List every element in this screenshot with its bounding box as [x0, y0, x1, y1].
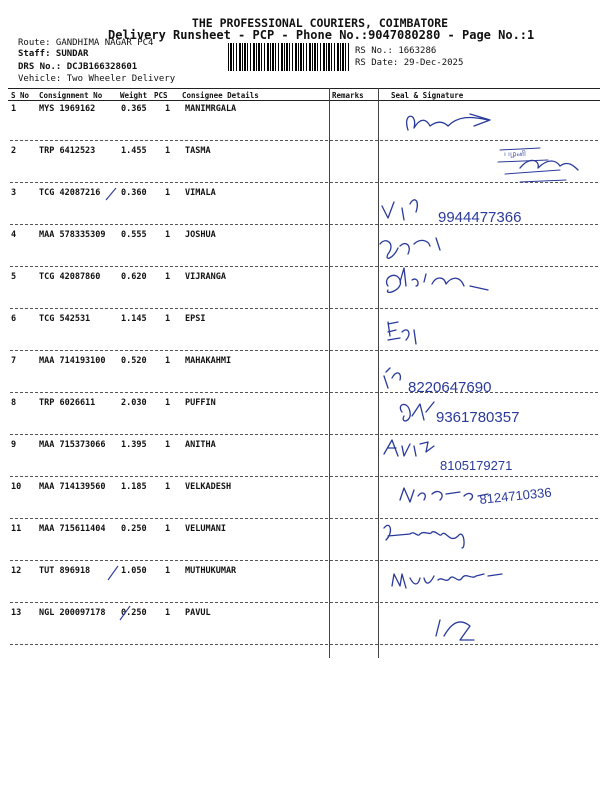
row-consignment-no: TRP 6026611	[39, 398, 96, 408]
row-separator	[10, 644, 598, 645]
phone-row-8: 9361780357	[436, 409, 520, 426]
signature-row-9	[384, 440, 434, 456]
row-separator	[10, 560, 598, 561]
signature-row-12	[392, 574, 502, 588]
row-consignment-no: MAA 715611404	[39, 524, 106, 534]
phone-row-7: 8220647690	[408, 379, 492, 396]
row-consignment-no: TCG 42087860	[39, 272, 101, 282]
phone-row-10: 8124710336	[478, 484, 553, 507]
row-consignee: ANITHA	[185, 440, 216, 450]
row-sno: 3	[11, 188, 17, 198]
row-pcs: 1	[165, 482, 171, 492]
row-weight: 0.620	[121, 272, 147, 282]
col-consignment: Consignment No	[39, 91, 103, 100]
row-sno: 7	[11, 356, 17, 366]
signature-row-4	[380, 238, 440, 258]
phone-row-3: 9944477366	[438, 209, 522, 226]
row-separator	[10, 392, 598, 393]
signature-row-7	[384, 368, 400, 388]
staff-label: Staff: SUNDAR	[18, 49, 89, 59]
row-separator	[10, 434, 598, 435]
row-sno: 4	[11, 230, 17, 240]
row-weight: 2.030	[121, 398, 147, 408]
row-pcs: 1	[165, 314, 171, 324]
col-signature: Seal & Signature	[391, 91, 464, 100]
row-separator	[10, 224, 598, 225]
signature-row-11	[384, 525, 464, 548]
row-consignment-no: MAA 578335309	[39, 230, 106, 240]
row-consignment-no: TCG 542531	[39, 314, 91, 324]
row-sno: 8	[11, 398, 17, 408]
company-title: THE PROFESSIONAL COURIERS, COIMBATORE	[191, 16, 449, 30]
col-sno: S No	[11, 91, 30, 100]
row-weight: 0.250	[121, 524, 147, 534]
row-separator	[10, 350, 598, 351]
row-pcs: 1	[165, 356, 171, 366]
row-weight: 1.395	[121, 440, 147, 450]
row-pcs: 1	[165, 272, 171, 282]
signature-row-10	[400, 488, 488, 502]
row-separator	[10, 602, 598, 603]
row-consignee: MUTHUKUMAR	[185, 566, 237, 576]
runsheet-subtitle: Delivery Runsheet - PCP - Phone No.:9047080280 - Page No.:1	[108, 28, 535, 42]
row-consignment-no: MAA 715373066	[39, 440, 106, 450]
row-separator	[10, 140, 598, 141]
row-weight: 1.050	[121, 566, 147, 576]
row-consignment-no: TCG 42087216	[39, 188, 101, 198]
signature-row-6	[388, 322, 416, 344]
signature-row-1	[407, 114, 490, 130]
signature-row-5	[387, 268, 488, 292]
row-consignee: MANIMRGALA	[185, 104, 237, 114]
table-top-rule	[8, 88, 600, 89]
row-pcs: 1	[165, 524, 171, 534]
row-weight: 1.145	[121, 314, 147, 324]
row-sno: 6	[11, 314, 17, 324]
row-pcs: 1	[165, 398, 171, 408]
row-consignee: VIMALA	[185, 188, 216, 198]
row-separator	[10, 476, 598, 477]
row-consignee: JOSHUA	[185, 230, 216, 240]
signature-row-3	[382, 200, 417, 220]
row-pcs: 1	[165, 608, 171, 618]
row-consignment-no: TRP 6412523	[39, 146, 96, 156]
row-weight: 1.185	[121, 482, 147, 492]
row-consignee: TASMA	[185, 146, 211, 156]
row-weight: 0.555	[121, 230, 147, 240]
row-pcs: 1	[165, 104, 171, 114]
header-bottom-rule	[8, 100, 600, 101]
col-weight: Weight	[120, 91, 148, 100]
remarks-column-rule	[329, 88, 330, 658]
rs-date: RS Date: 29-Dec-2025	[355, 58, 464, 68]
row-sno: 5	[11, 272, 17, 282]
col-remarks: Remarks	[332, 91, 364, 100]
row-consignee: PUFFIN	[185, 398, 216, 408]
row-consignment-no: MAA 714139560	[39, 482, 106, 492]
row-pcs: 1	[165, 230, 171, 240]
row-separator	[10, 518, 598, 519]
row-sno: 9	[11, 440, 17, 450]
row-pcs: 1	[165, 566, 171, 576]
row-consignee: VELKADESH	[185, 482, 232, 492]
row-sno: 1	[11, 104, 17, 114]
row-weight: 0.250	[121, 608, 147, 618]
row-consignment-no: TUT 896918	[39, 566, 91, 576]
row-sno: 13	[11, 608, 22, 618]
vehicle-label: Vehicle: Two Wheeler Delivery	[18, 74, 176, 84]
stamp-text: பழனி	[504, 149, 526, 158]
signature-row-8	[400, 402, 434, 421]
rs-number: RS No.: 1663286	[355, 46, 437, 56]
signature-column-rule	[378, 88, 379, 658]
row-consignee: MAHAKAHMI	[185, 356, 232, 366]
col-pcs: PCS	[154, 91, 168, 100]
row-consignee: VIJRANGA	[185, 272, 226, 282]
row-separator	[10, 182, 598, 183]
row-consignee: PAVUL	[185, 608, 211, 618]
row-consignment-no: MAA 714193100	[39, 356, 106, 366]
row-consignment-no: MYS 1969162	[39, 104, 96, 114]
row-separator	[10, 266, 598, 267]
row-consignee: VELUMANI	[185, 524, 226, 534]
row-pcs: 1	[165, 188, 171, 198]
row-pcs: 1	[165, 440, 171, 450]
row-weight: 0.365	[121, 104, 147, 114]
row-separator	[10, 308, 598, 309]
row-weight: 0.520	[121, 356, 147, 366]
row-weight: 1.455	[121, 146, 147, 156]
phone-row-9: 8105179271	[440, 458, 513, 473]
row-sno: 12	[11, 566, 22, 576]
drs-number: DRS No.: DCJB166328601	[18, 62, 138, 72]
stamp-row-2	[498, 148, 578, 182]
row-pcs: 1	[165, 146, 171, 156]
row-sno: 2	[11, 146, 17, 156]
signature-row-13	[436, 620, 474, 640]
barcode	[228, 43, 350, 71]
route-label: Route: GANDHIMA NAGAR PC4	[18, 38, 154, 48]
row-sno: 10	[11, 482, 22, 492]
row-consignment-no: NGL 200097178	[39, 608, 106, 618]
row-sno: 11	[11, 524, 22, 534]
row-consignee: EPSI	[185, 314, 206, 324]
row-weight: 0.360	[121, 188, 147, 198]
col-consignee: Consignee Details	[182, 91, 259, 100]
